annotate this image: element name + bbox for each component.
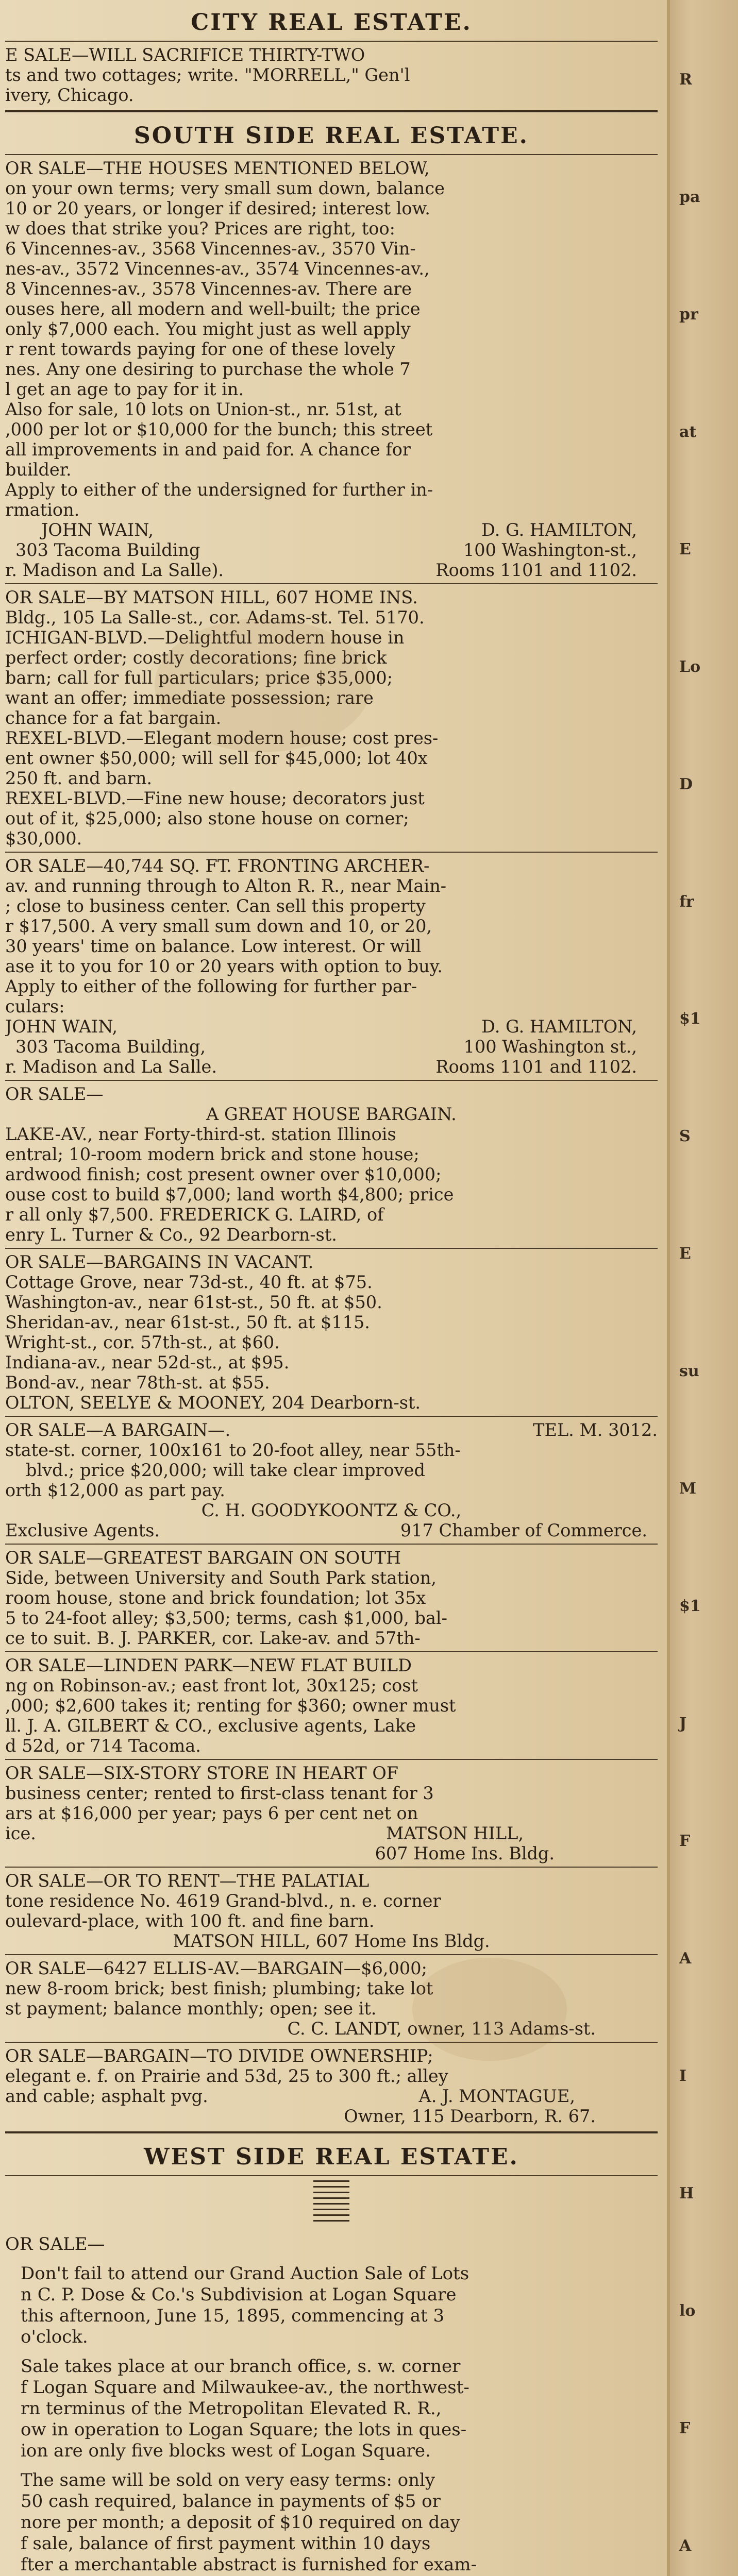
ad-line: Wright-st., cor. 57th-st., at $60. xyxy=(5,1332,280,1352)
ad-line: ivery, Chicago. xyxy=(5,85,134,105)
west-ad-line: this afternoon, June 15, 1895, commencing at 3 xyxy=(21,2306,445,2326)
ad-line: OR SALE— xyxy=(5,1084,104,1104)
south-ad-goodykoontz xyxy=(5,1420,658,1540)
ad-line: MATSON HILL, 607 Home Ins Bldg. xyxy=(173,1931,490,1951)
margin-fragment: E xyxy=(679,540,691,558)
ad-line: barn; call for full particulars; price $35,000; xyxy=(5,668,393,688)
ad-line: blvd.; price $20,000; will take clear improved xyxy=(26,1460,425,1480)
west-section-title: WEST SIDE REAL ESTATE. xyxy=(144,2144,519,2170)
ad-line: E SALE—WILL SACRIFICE THIRTY-TWO xyxy=(5,45,365,65)
west-ad-line: nore per month; a deposit of $10 required on day xyxy=(21,2512,460,2533)
ad-line: OR SALE—SIX-STORY STORE IN HEART OF xyxy=(5,1763,399,1783)
ad-line: 6 Vincennes-av., 3568 Vincennes-av., 3570 Vin- xyxy=(5,239,416,259)
west-ad-line: rn terminus of the Metropolitan Elevated R. R., xyxy=(21,2398,442,2419)
sig-address: 100 Washington st., xyxy=(463,1037,637,1057)
ad-line: 30 years' time on balance. Low interest. Or will xyxy=(5,936,422,956)
dash-rule xyxy=(313,2209,349,2210)
sig-name: JOHN WAIN, xyxy=(5,1016,118,1037)
ad-line: OR SALE—BARGAINS IN VACANT. xyxy=(5,1252,314,1272)
margin-fragment: J xyxy=(679,1715,687,1733)
ad-line: ICHIGAN-BLVD.—Delightful modern house in xyxy=(5,628,405,648)
sig-name: JOHN WAIN, xyxy=(41,520,154,540)
ad-line: d 52d, or 714 Tacoma. xyxy=(5,1736,201,1756)
ad-line: C. C. LANDT, owner, 113 Adams-st. xyxy=(287,2019,596,2039)
ad-line: Sheridan-av., near 61st-st., 50 ft. at $115. xyxy=(5,1312,370,1332)
west-ad-line: The same will be sold on very easy terms: only xyxy=(21,2470,435,2490)
ad-line: Indiana-av., near 52d-st., at $95. xyxy=(5,1352,290,1372)
margin-fragment: pa xyxy=(679,188,700,206)
margin-fragment: fr xyxy=(679,893,694,911)
ad-line: tone residence No. 4619 Grand-blvd., n. e. corner xyxy=(5,1891,441,1911)
ad-line: and cable; asphalt pvg. xyxy=(5,2086,208,2106)
south-ad-six-story xyxy=(5,1763,658,1863)
divider xyxy=(5,1416,658,1417)
divider xyxy=(5,2175,658,2176)
divider xyxy=(5,1651,658,1652)
margin-fragment: D xyxy=(679,775,693,793)
divider xyxy=(5,2131,658,2133)
dash-rule xyxy=(313,2214,349,2216)
south-ad-archer xyxy=(5,856,658,1016)
ad-line: out of it, $25,000; also stone house on corner; xyxy=(5,808,409,828)
sig-address: r. Madison and La Salle. xyxy=(5,1057,217,1077)
ad-line: st payment; balance monthly; open; see it. xyxy=(5,1998,377,2019)
ad-line: oulevard-place, with 100 ft. and fine barn. xyxy=(5,1911,375,1931)
ad-line: business center; rented to first-class tenant for 3 xyxy=(5,1783,434,1803)
ad-line: ll. J. A. GILBERT & CO., exclusive agents, Lake xyxy=(5,1716,416,1736)
ad-line: room house, stone and brick foundation; lot 35x xyxy=(5,1588,426,1608)
west-ad-line: 50 cash required, balance in payments of $5 or xyxy=(21,2491,441,2512)
margin-fragment: A xyxy=(679,2537,692,2555)
ad-line: new 8-room brick; best finish; plumbing; take lot xyxy=(5,1978,433,1998)
ad-line: av. and running through to Alton R. R., near Main- xyxy=(5,876,447,896)
south-ad-greatest-bargain xyxy=(5,1548,658,1648)
ad-line: builder. xyxy=(5,460,72,480)
margin-fragment: at xyxy=(679,423,697,441)
ad-line: 8 Vincennes-av., 3578 Vincennes-av. There are xyxy=(5,279,412,299)
ad-line: ,000 per lot or $10,000 for the bunch; this street xyxy=(5,419,433,439)
divider xyxy=(5,1248,658,1249)
dash-rule xyxy=(313,2220,349,2222)
ad-line: perfect order; costly decorations; fine brick xyxy=(5,648,387,668)
ad-line: Bldg., 105 La Salle-st., cor. Adams-st. Tel. 5170. xyxy=(5,607,425,628)
ad-heading: OR SALE— xyxy=(5,2234,105,2255)
city-section-title: CITY REAL ESTATE. xyxy=(191,9,472,36)
dash-rule xyxy=(313,2186,349,2188)
dash-rule xyxy=(313,2197,349,2199)
ad-line: nes-av., 3572 Vincennes-av., 3574 Vincennes-av., xyxy=(5,259,430,279)
ad-line: on your own terms; very small sum down, balance xyxy=(5,178,445,198)
ad-line: C. H. GOODYKOONTZ & CO., xyxy=(201,1500,462,1520)
ad-line: Apply to either of the undersigned for further in- xyxy=(5,480,433,500)
ad-line: OR SALE—6427 ELLIS-AV.—BARGAIN—$6,000; xyxy=(5,1958,427,1978)
sig-address: 303 Tacoma Building, xyxy=(15,1037,206,1057)
ad-line: OR SALE—BY MATSON HILL, 607 HOME INS. xyxy=(5,587,418,607)
ad-line: r rent towards paying for one of these lovely xyxy=(5,339,395,359)
sig-address: Rooms 1101 and 1102. xyxy=(435,560,637,580)
adjacent-column-fragments xyxy=(670,0,738,2576)
ad-line: ase it to you for 10 or 20 years with option to buy. xyxy=(5,956,443,976)
west-ad-line: o'clock. xyxy=(21,2327,88,2347)
ad-line: A. J. MONTAGUE, xyxy=(418,2086,575,2106)
ad-line: ardwood finish; cost present owner over $10,000; xyxy=(5,1164,442,1184)
ad-line: OR SALE—LINDEN PARK—NEW FLAT BUILD xyxy=(5,1655,412,1675)
ad-line: ce to suit. B. J. PARKER, cor. Lake-av. and 57th- xyxy=(5,1628,421,1648)
divider xyxy=(5,1867,658,1868)
divider xyxy=(5,1954,658,1955)
margin-fragment: su xyxy=(679,1362,699,1380)
ad-line: Bond-av., near 78th-st. at $55. xyxy=(5,1372,270,1393)
south-ad-house-bargain xyxy=(5,1084,658,1245)
west-ad-paragraph xyxy=(5,2263,658,2348)
divider xyxy=(5,154,658,155)
ad-line: want an offer; immediate possession; rare xyxy=(5,688,374,708)
ad-line: state-st. corner, 100x161 to 20-foot alley, near 55th- xyxy=(5,1440,461,1460)
ad-line: REXEL-BLVD.—Fine new house; decorators just xyxy=(5,788,425,808)
ad-line: enry L. Turner & Co., 92 Dearborn-st. xyxy=(5,1225,337,1245)
margin-fragment: lo xyxy=(679,2302,696,2320)
south-ad-houses-signature xyxy=(5,520,658,580)
ad-line: OR SALE—BARGAIN—TO DIVIDE OWNERSHIP; xyxy=(5,2046,433,2066)
ad-line: ,000; $2,600 takes it; renting for $360; owner must xyxy=(5,1696,456,1716)
west-ad-line: Don't fail to attend our Grand Auction Sale of Lots xyxy=(21,2263,469,2284)
ad-line: rmation. xyxy=(5,500,80,520)
ad-line: ars at $16,000 per year; pays 6 per cent net on xyxy=(5,1803,418,1823)
south-ad-vacant xyxy=(5,1252,658,1413)
ad-line: OR SALE—40,744 SQ. FT. FRONTING ARCHER- xyxy=(5,856,430,876)
ad-line: chance for a fat bargain. xyxy=(5,708,222,728)
ad-line: A GREAT HOUSE BARGAIN. xyxy=(206,1104,457,1124)
sig-name: D. G. HAMILTON, xyxy=(481,520,637,540)
sig-name: D. G. HAMILTON, xyxy=(481,1016,637,1037)
ad-line: $30,000. xyxy=(5,828,82,849)
west-ad-line: f Logan Square and Milwaukee-av., the northwest- xyxy=(21,2377,469,2398)
west-ad-line: ow in operation to Logan Square; the lots in ques- xyxy=(21,2419,467,2440)
west-ad-line: Sale takes place at our branch office, s. w. corner xyxy=(21,2356,461,2377)
south-section-title: SOUTH SIDE REAL ESTATE. xyxy=(134,123,529,149)
ad-line: ng on Robinson-av.; east front lot, 30x125; cost xyxy=(5,1675,418,1696)
ad-line: r $17,500. A very small sum down and 10, or 20, xyxy=(5,916,432,936)
ad-line: Exclusive Agents. xyxy=(5,1520,160,1540)
ad-line: 607 Home Ins. Bldg. xyxy=(375,1843,555,1863)
west-ad-paragraph xyxy=(5,2470,658,2576)
south-ad-archer-signature xyxy=(5,1016,658,1077)
sig-address: Rooms 1101 and 1102. xyxy=(435,1057,637,1077)
ad-line: Side, between University and South Park station, xyxy=(5,1568,437,1588)
south-ad-houses xyxy=(5,158,658,520)
west-ad-line: ion are only five blocks west of Logan Square. xyxy=(21,2441,431,2461)
margin-fragment: Lo xyxy=(679,658,701,676)
margin-fragment: F xyxy=(679,2419,691,2437)
west-ad xyxy=(5,2226,658,2576)
ad-line: MATSON HILL, xyxy=(386,1823,524,1843)
ad-line: ; close to business center. Can sell this property xyxy=(5,896,426,916)
west-ad-line: fter a merchantable abstract is furnished for exam- xyxy=(21,2554,477,2575)
divider xyxy=(5,1544,658,1545)
margin-fragment: A xyxy=(679,1950,692,1968)
city-ad xyxy=(5,45,658,105)
ad-line: w does that strike you? Prices are right, too: xyxy=(5,218,395,239)
ad-line: TEL. M. 3012. xyxy=(533,1420,658,1440)
ad-line: all improvements in and paid for. A chance for xyxy=(5,439,411,460)
divider xyxy=(5,852,658,853)
ad-line: ouses here, all modern and well-built; the price xyxy=(5,299,421,319)
margin-fragment: $1 xyxy=(679,1010,701,1028)
divider xyxy=(5,1759,658,1760)
ad-line: ent owner $50,000; will sell for $45,000; lot 40x xyxy=(5,748,428,768)
ad-line: nes. Any one desiring to purchase the whole 7 xyxy=(5,359,411,379)
divider xyxy=(5,583,658,584)
divider xyxy=(5,41,658,42)
ad-line: r all only $7,500. FREDERICK G. LAIRD, of xyxy=(5,1205,384,1225)
ad-line: entral; 10-room modern brick and stone house; xyxy=(5,1144,420,1164)
ad-line: OR SALE—A BARGAIN—. xyxy=(5,1420,231,1440)
ad-line: LAKE-AV., near Forty-third-st. station Illinois xyxy=(5,1124,396,1144)
divider xyxy=(5,1080,658,1081)
ad-line: only $7,000 each. You might just as well apply xyxy=(5,319,411,339)
ad-line: OR SALE—OR TO RENT—THE PALATIAL xyxy=(5,1871,370,1891)
ad-line: 5 to 24-foot alley; $3,500; terms, cash $1,000, bal- xyxy=(5,1608,447,1628)
margin-fragment: E xyxy=(679,1245,691,1263)
divider xyxy=(5,110,658,112)
ad-line: elegant e. f. on Prairie and 53d, 25 to 300 ft.; alley xyxy=(5,2066,448,2086)
margin-fragment: I xyxy=(679,2067,687,2085)
sig-address: 303 Tacoma Building xyxy=(15,540,200,560)
margin-fragment: pr xyxy=(679,306,698,324)
divider xyxy=(5,2042,658,2043)
ad-line: ouse cost to build $7,000; land worth $4,800; price xyxy=(5,1184,454,1205)
ad-line: 917 Chamber of Commerce. xyxy=(400,1520,647,1540)
ad-line: Cottage Grove, near 73d-st., 40 ft. at $75. xyxy=(5,1272,373,1292)
ad-line: 250 ft. and barn. xyxy=(5,768,153,788)
ad-line: ts and two cottages; write. "MORRELL," Gen'l xyxy=(5,65,410,85)
margin-fragment: S xyxy=(679,1127,691,1145)
south-ad-linden-park xyxy=(5,1655,658,1756)
ad-line: 10 or 20 years, or longer if desired; interest low. xyxy=(5,198,430,218)
ad-line: Owner, 115 Dearborn, R. 67. xyxy=(344,2106,596,2126)
ad-line: OR SALE—GREATEST BARGAIN ON SOUTH xyxy=(5,1548,401,1568)
sig-address: 100 Washington-st., xyxy=(463,540,637,560)
ad-line: Apply to either of the following for further par- xyxy=(5,976,417,996)
margin-fragment: $1 xyxy=(679,1597,701,1615)
ad-line: Washington-av., near 61st-st., 50 ft. at $50. xyxy=(5,1292,382,1312)
dash-rule xyxy=(313,2180,349,2182)
ad-line: OR SALE—THE HOUSES MENTIONED BELOW, xyxy=(5,158,430,178)
margin-fragment: M xyxy=(679,1480,697,1498)
ad-line: orth $12,000 as part pay. xyxy=(5,1480,225,1500)
west-ad-line: f sale, balance of first payment within 10 days xyxy=(21,2533,431,2554)
west-ad-line: n C. P. Dose & Co.'s Subdivision at Logan Square xyxy=(21,2284,457,2305)
ad-line: OLTON, SEELYE & MOONEY, 204 Dearborn-st. xyxy=(5,1393,421,1413)
ad-line: REXEL-BLVD.—Elegant modern house; cost pres- xyxy=(5,728,439,748)
west-ad-paragraph xyxy=(5,2356,658,2462)
ad-line: l get an age to pay for it in. xyxy=(5,379,244,399)
margin-fragment: F xyxy=(679,1832,691,1850)
sig-address: r. Madison and La Salle). xyxy=(5,560,224,580)
margin-fragment: H xyxy=(679,2184,694,2202)
ad-line: ice. xyxy=(5,1823,36,1843)
ad-line: Also for sale, 10 lots on Union-st., nr. 51st, at xyxy=(5,399,401,419)
margin-fragment: R xyxy=(679,71,692,89)
dash-rule xyxy=(313,2203,349,2205)
ad-line: culars: xyxy=(5,996,65,1016)
dash-rule xyxy=(313,2192,349,2193)
south-ad-palatial xyxy=(5,1871,658,1951)
south-ad-divide-ownership xyxy=(5,2046,658,2126)
